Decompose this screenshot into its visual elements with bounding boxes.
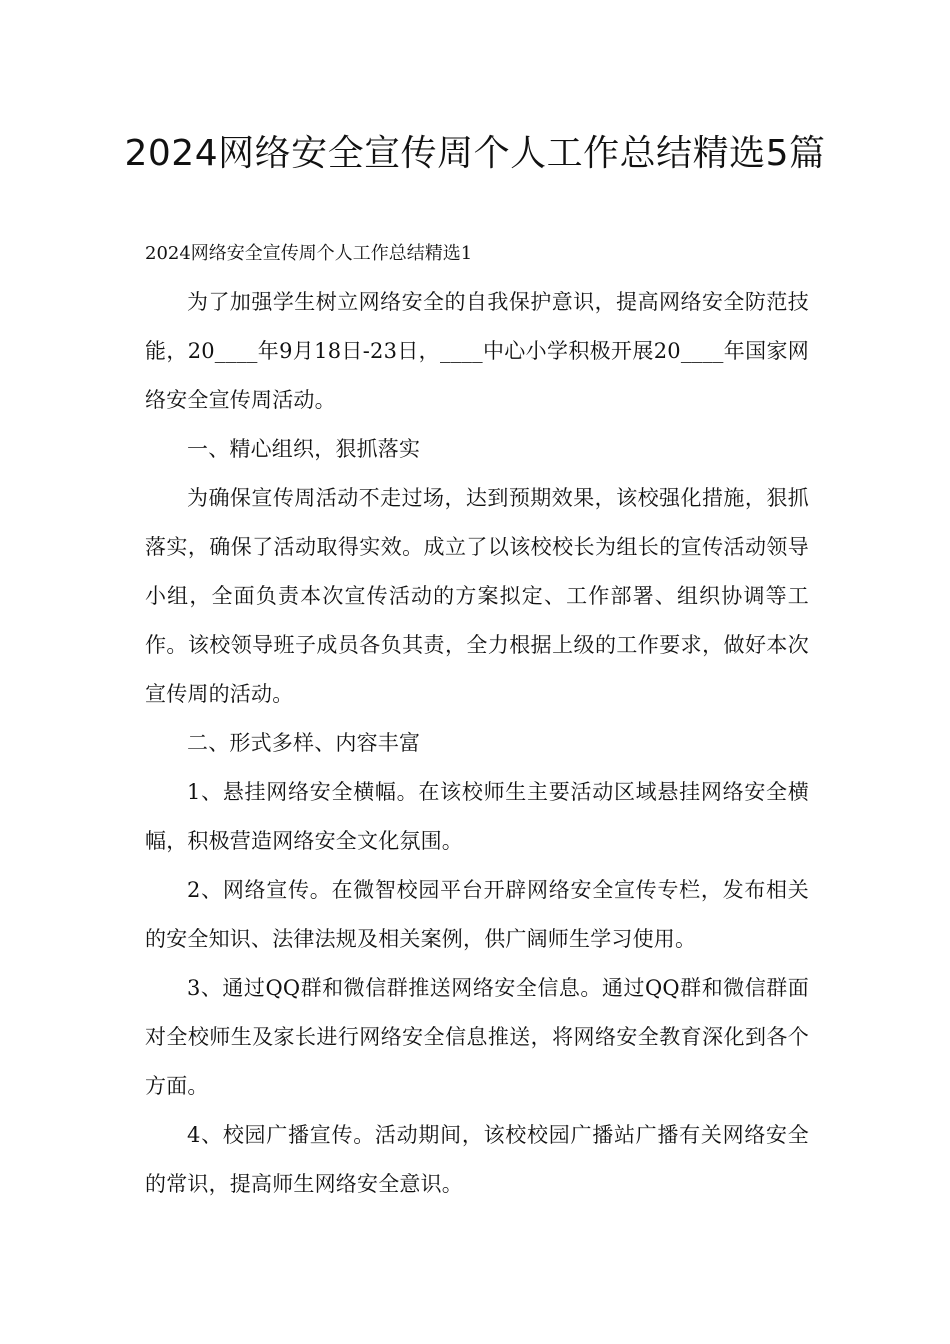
list-item-banners: 1、悬挂网络安全横幅。在该校师生主要活动区域悬挂网络安全横幅，积极营造网络安全文化氛围。 [145,780,809,853]
list-item-online-publicity: 2、网络宣传。在微智校园平台开辟网络安全宣传专栏，发布相关的安全知识、法律法规及相关案例，供广阔师生学习使用。 [145,878,809,951]
list-item-qq-wechat: 3、通过QQ群和微信群推送网络安全信息。通过QQ群和微信群面对全校师生及家长进行网络安全信息推送，将网络安全教育深化到各个方面。 [145,976,809,1098]
list-item-campus-radio: 4、校园广播宣传。活动期间，该校校园广播站广播有关网络安全的常识，提高师生网络安全意识。 [145,1123,809,1196]
section-heading-forms: 二、形式多样、内容丰富 [187,731,421,755]
organize-paragraph: 为确保宣传周活动不走过场，达到预期效果，该校强化措施，狠抓落实，确保了活动取得实效。成立了以该校校长为组长的宣传活动领导小组，全面负责本次宣传活动的方案拟定、工作部署、组织协调等工作。该校领导班子成员各负其责，全力根据上级的工作要求，做好本次宣传周的活动。 [145,486,809,706]
document-subtitle: 2024网络安全宣传周个人工作总结精选1 [145,243,473,264]
section-heading-organize: 一、精心组织，狠抓落实 [187,437,421,461]
document-body [145,278,809,1209]
document-title: 2024网络安全宣传周个人工作总结精选5篇 [124,133,826,174]
intro-paragraph: 为了加强学生树立网络安全的自我保护意识，提高网络安全防范技能，20____年9月18日-23日，____中心小学积极开展20____年国家网络安全宣传周活动。 [145,290,809,412]
